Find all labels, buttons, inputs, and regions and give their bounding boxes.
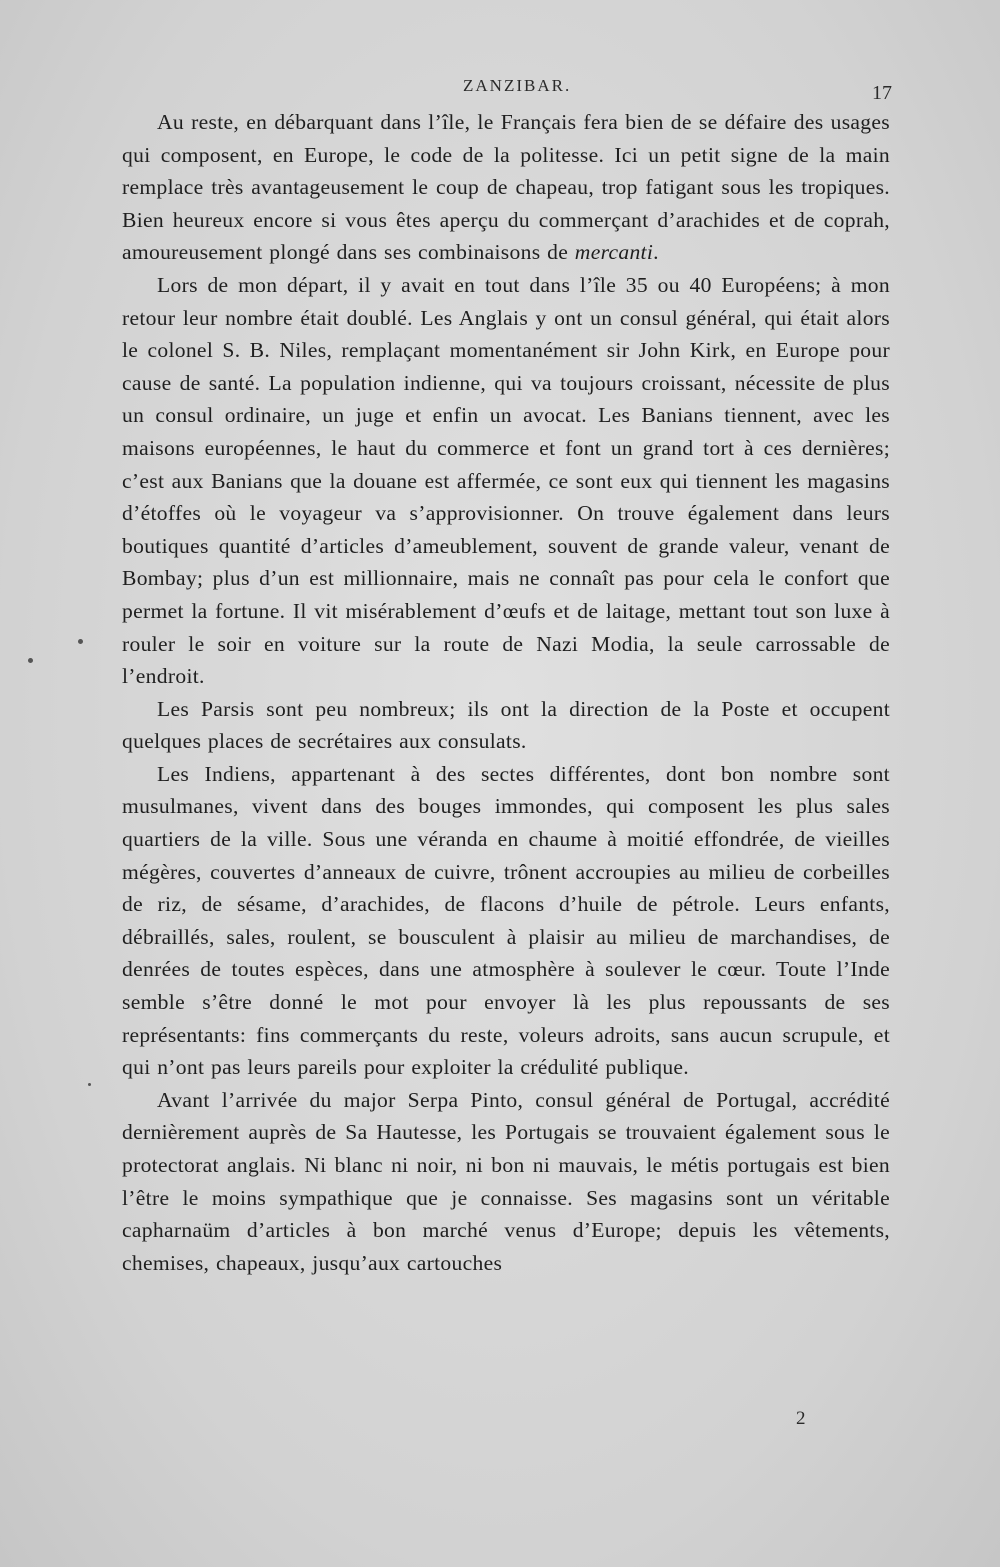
signature-mark: 2 (796, 1408, 806, 1429)
paragraph-1-italic: mercanti (574, 240, 654, 265)
page-number: 17 (872, 82, 892, 104)
paragraph-1 (122, 106, 890, 269)
paragraph-3: Les Parsis sont peu nombreux; ils ont la direction de la Poste et occupent quelques places de secrétaires aux consulats. (122, 696, 890, 754)
paragraph-1-end: . (653, 240, 659, 265)
body-text (122, 106, 890, 1279)
running-head (0, 76, 1000, 102)
paragraph-5: Avant l’arrivée du major Serpa Pinto, consul général de Portugal, accrédité dernièrement auprès de Sa Hautesse, les Portugais se trouvaient également sous le protectorat anglais. Ni blanc ni noir, ni bon ni mauvais, le métis portugais est bien l’être le moins sympathique que je connaisse. Ses magasins sont un véritable capharnaüm d’articles à bon marché venus d’Europe; depuis les vêtements, chemises, chapeaux, jusqu’aux cartouches (122, 1087, 890, 1275)
paragraph-2: Lors de mon départ, il y avait en tout dans l’île 35 ou 40 Européens; à mon retour leur nombre était doublé. Les Anglais y ont un consul général, qui était alors le colonel S. B. Niles, remplaçant momentanément sir John Kirk, en Europe pour cause de santé. La population indienne, qui va toujours croissant, nécessite de plus un consul ordinaire, un juge et enfin un avocat. Les Banians tiennent, avec les maisons européennes, le haut du commerce et font un grand tort à ces dernières; c’est aux Banians que la douane est affermée, ce sont eux qui tiennent les magasins d’étoffes où le voyageur va s’approvisionner. On trouve également dans leurs boutiques quantité d’articles d’ameublement, souvent de grande valeur, venant de Bombay; plus d’un est millionnaire, mais ne connaît pas pour cela le confort que permet la fortune. Il vit misérablement d’œufs et de laitage, mettant tout son luxe à rouler le soir en voiture sur la route de Nazi Modia, la seule carrossable de l’endroit. (122, 272, 890, 689)
running-title: ZANZIBAR. (463, 76, 572, 95)
paper-speck (78, 639, 83, 644)
paper-speck (28, 658, 33, 663)
paragraph-1-text: Au reste, en débarquant dans l’île, le Français fera bien de se défaire des usages qui composent, en Europe, le code de la politesse. Ici un petit signe de la main remplace très avantageusement le coup de chapeau, trop fatigant sous les tropiques. Bien heureux encore si vous êtes aperçu du commerçant d’arachides et de coprah, amoureusement plongé dans ses combinaisons de (122, 110, 890, 265)
paragraph-4: Les Indiens, appartenant à des sectes différentes, dont bon nombre sont musulmanes, vivent dans des bouges immondes, qui composent les plus sales quartiers de la ville. Sous une véranda en chaume à moitié effondrée, de vieilles mégères, couvertes d’anneaux de cuivre, trônent accroupies au milieu de corbeilles de riz, de sésame, d’arachides, de flacons d’huile de pétrole. Leurs enfants, débraillés, sales, roulent, se bousculent à plaisir au milieu de marchandises, de denrées de toutes espèces, dans une atmosphère à soulever le cœur. Toute l’Inde semble s’être donné le mot pour envoyer là les plus repoussants de ses représentants: fins commerçants du reste, voleurs adroits, sans aucun scrupule, et qui n’ont pas leurs pareils pour exploiter la crédulité publique. (122, 761, 890, 1080)
paper-speck (88, 1083, 91, 1086)
